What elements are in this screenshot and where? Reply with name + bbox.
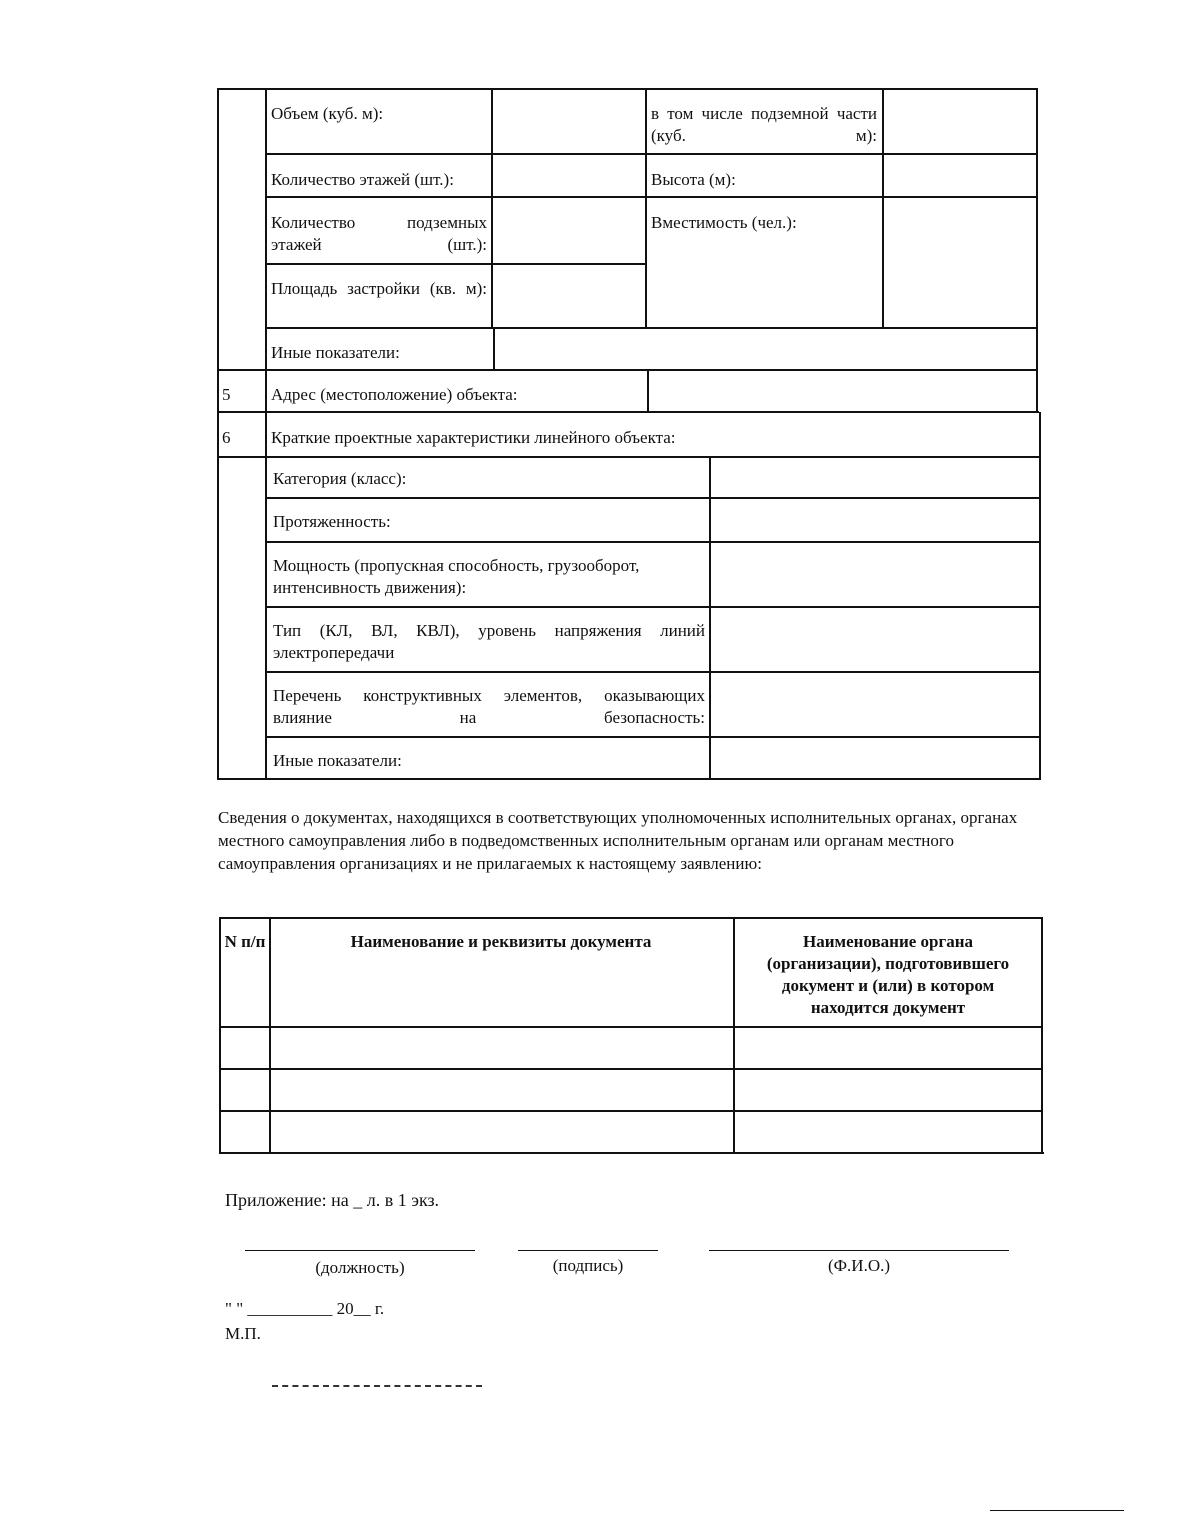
safety-elements-label: Перечень конструктивных элементов, оказывающих влияние на безопасность:: [273, 686, 705, 727]
underground-floors-label: Количество подземных этажей (шт.):: [271, 213, 487, 254]
floors-label: Количество этажей (шт.):: [271, 170, 454, 189]
power-label: Мощность (пропускная способность, грузооборот, интенсивность движения):: [273, 556, 640, 597]
row-number-6: 6: [222, 428, 231, 447]
row-number-5: 5: [222, 385, 231, 404]
documents-info-paragraph: Сведения о документах, находящихся в соответствующих уполномоченных исполнительных органах, органах местного самоуправления либо в подведомственных исполнительным органам или органам местного самоуправления организациях и не прилагаемых к настоящему заявлению:: [218, 808, 1018, 873]
length-label: Протяженность:: [273, 512, 391, 531]
stamp-placeholder: М.П.: [225, 1324, 261, 1343]
col-organization-header: Наименование органа (организации), подготовившего документ и (или) в котором находится документ: [766, 932, 1010, 1017]
signature-caption: (подпись): [552, 1256, 624, 1275]
category-label: Категория (класс):: [273, 469, 407, 488]
underground-volume-label: в том числе подземной части (куб. м):: [651, 104, 877, 145]
date-line: " " __________ 20__ г.: [225, 1299, 385, 1318]
position-caption: (должность): [315, 1258, 405, 1277]
linear-object-header: Краткие проектные характеристики линейного объекта:: [271, 428, 676, 447]
footnote-divider: [272, 1385, 482, 1387]
height-label: Высота (м):: [651, 170, 736, 189]
attachment-line: Приложение: на _ л. в 1 экз.: [225, 1190, 440, 1210]
footprint-label: Площадь застройки (кв. м):: [271, 279, 487, 298]
page-end-line: [990, 1510, 1124, 1511]
fio-caption: (Ф.И.О.): [827, 1256, 891, 1275]
capacity-label: Вместимость (чел.):: [651, 213, 797, 232]
col-document-name-header: Наименование и реквизиты документа: [350, 932, 652, 951]
volume-label: Объем (куб. м):: [271, 104, 384, 123]
other-indicators-label: Иные показатели:: [271, 343, 400, 362]
col-number-header: N п/п: [224, 932, 266, 951]
line-type-label: Тип (КЛ, ВЛ, КВЛ), уровень напряжения линий электропередачи: [273, 621, 705, 662]
address-label: Адрес (местоположение) объекта:: [271, 385, 518, 404]
other-linear-indicators-label: Иные показатели:: [273, 751, 402, 770]
